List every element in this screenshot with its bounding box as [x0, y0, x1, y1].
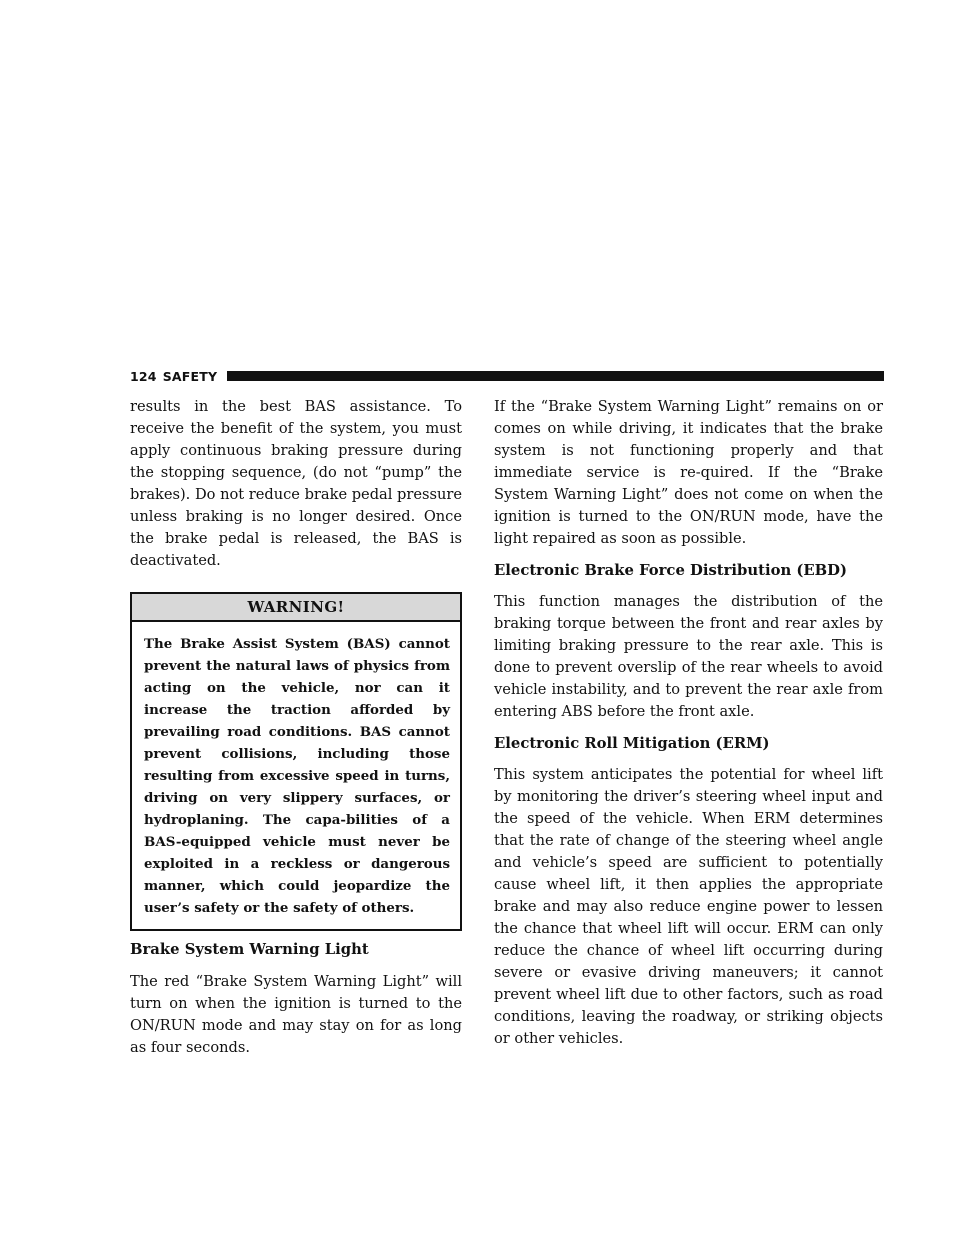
ebd-paragraph: This function manages the distribution of the braking torque between the front and rear axles by limiting braking pressure to the rear axle. This is done to prevent overslip of the rear wheels to avoid vehicle instability, and to prevent the rear axle from entering ABS before the front axle.: [494, 593, 883, 720]
page-number: 124: [130, 368, 157, 384]
section-title: SAFETY: [162, 368, 218, 384]
header-rule: [227, 371, 884, 381]
ebd-heading: Electronic Brake Force Distribution (EBD): [494, 562, 848, 579]
left-column: [130, 396, 462, 1059]
warning-box: [130, 592, 462, 931]
erm-paragraph: This system anticipates the potential for wheel lift by monitoring the driver’s steering wheel input and the speed of the vehicle. When ERM determines that the rate of change of the steering wheel angle and vehicle’s speed are sufficient to potentially cause wheel lift, it then applies the appropriate brake and may also reduce engine power to lessen the chance that wheel lift will occur. ERM can only reduce the chance of wheel lift occurring during severe or evasive driving maneuvers; it cannot prevent wheel lift due to other factors, such as road conditions, leaving the roadway, or striking objects or other vehicles.: [494, 766, 883, 1047]
warning-text: The Brake Assist System (BAS) cannot prevent the natural laws of physics from acting on the vehicle, nor can it increase the traction afforded by prevailing road conditions. BAS cannot prevent collisions, including those resulting from excessive speed in turns, driving on very slippery surfaces, or hydroplaning. The capa-bilities of a BAS-equipped vehicle must never be exploited in a reckless or dangerous manner, which could jeopardize the user’s safety or the safety of others.: [144, 636, 450, 916]
right-column: [494, 396, 883, 1050]
brake-light-continued: If the “Brake System Warning Light” remains on or comes on while driving, it indicates that the brake system is not functioning properly and that immediate service is re-quired. If the “Brake System Warning Light” does not come on when the ignition is turned to the ON/RUN mode, have the light repaired as soon as possible.: [494, 398, 883, 547]
warning-title: WARNING!: [132, 594, 460, 622]
intro-paragraph: results in the best BAS assistance. To receive the benefit of the system, you must apply continuous braking pressure during the stopping sequence, (do not “pump” the brakes). Do not reduce brake pedal pressure unless braking is no longer desired. Once the brake pedal is released, the BAS is deactivated.: [130, 398, 462, 569]
brake-light-heading: Brake System Warning Light: [130, 941, 369, 958]
page-header: [130, 366, 884, 386]
erm-heading: Electronic Roll Mitigation (ERM): [494, 735, 770, 752]
brake-light-paragraph: The red “Brake System Warning Light” will turn on when the ignition is turned to the ON/RUN mode and may stay on for as long as four seconds.: [130, 973, 462, 1056]
